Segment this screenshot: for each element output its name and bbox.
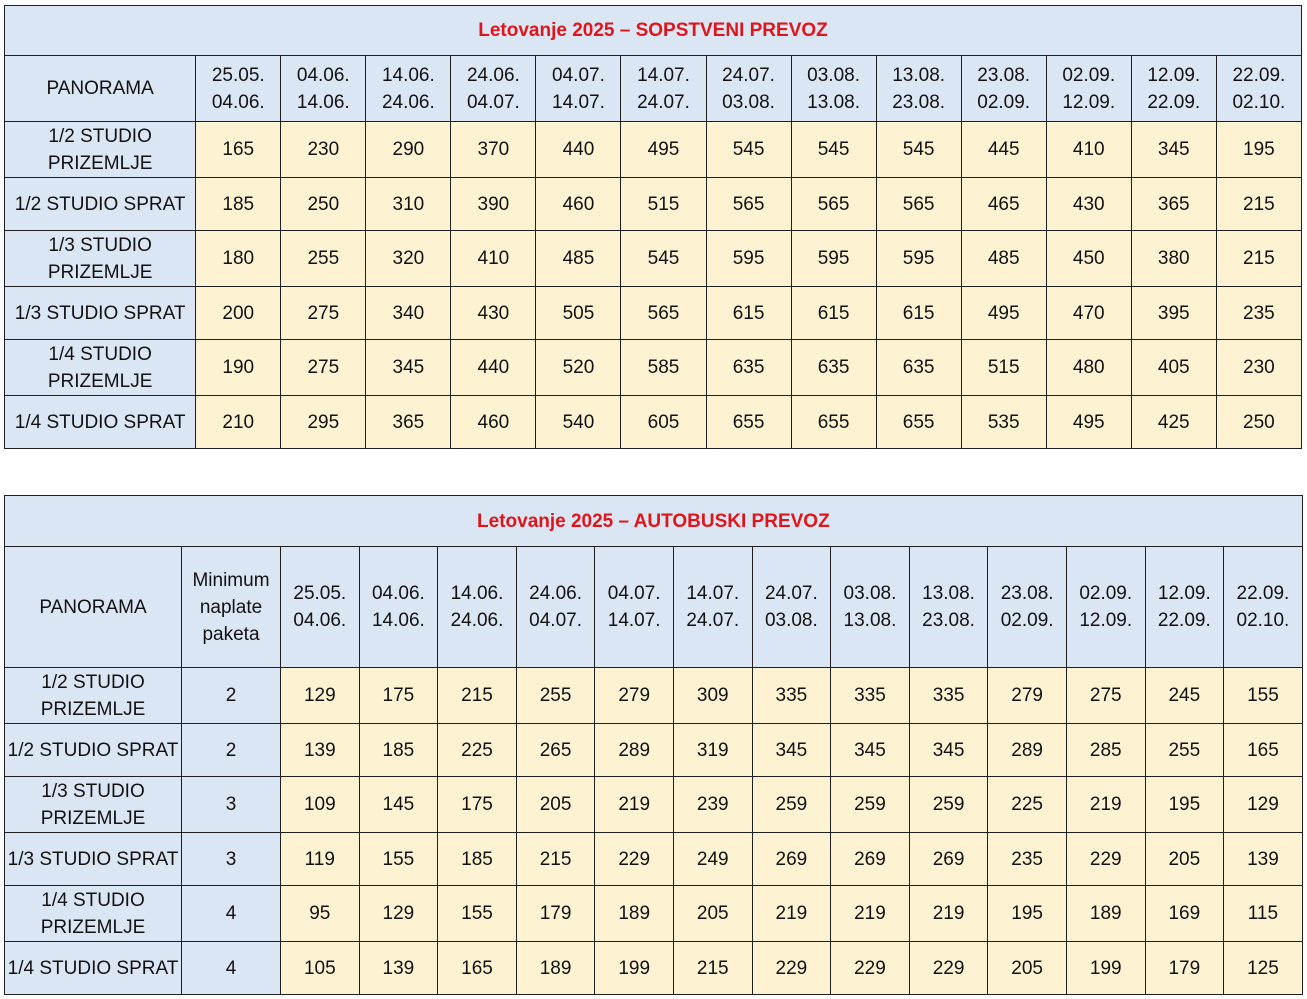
room-type-line: 1/3 STUDIO SPRAT <box>14 302 186 324</box>
price-cell: 259 <box>752 777 831 833</box>
period-header <box>438 547 517 668</box>
room-type-line: 1/3 STUDIO <box>41 780 145 802</box>
price-cell: 595 <box>791 231 876 287</box>
price-cell: 345 <box>1131 122 1216 178</box>
period-date: 24.07. <box>686 610 740 631</box>
price-cell: 139 <box>281 724 360 777</box>
room-type-line: 1/3 STUDIO <box>48 234 152 256</box>
price-cell: 345 <box>752 724 831 777</box>
price-cell: 565 <box>791 178 876 231</box>
price-cell: 165 <box>196 122 281 178</box>
period-date: 03.08. <box>764 610 818 631</box>
period-date: 12.09. <box>1147 64 1201 86</box>
period-header <box>621 56 706 122</box>
price-cell: 615 <box>706 287 791 340</box>
period-header <box>1145 547 1224 668</box>
price-cell: 190 <box>196 340 281 396</box>
price-cell: 275 <box>281 287 366 340</box>
price-cell: 219 <box>909 886 988 942</box>
price-cell: 250 <box>281 178 366 231</box>
room-type-line: PRIZEMLJE <box>47 152 153 174</box>
price-cell: 345 <box>909 724 988 777</box>
price-cell: 269 <box>831 833 910 886</box>
period-header <box>961 56 1046 122</box>
price-cell: 129 <box>1224 777 1303 833</box>
price-cell: 540 <box>536 396 621 449</box>
price-cell: 269 <box>752 833 831 886</box>
price-cell: 345 <box>831 724 910 777</box>
price-cell: 195 <box>1216 122 1301 178</box>
period-date: 02.09. <box>1062 64 1116 86</box>
price-cell: 250 <box>1216 396 1301 449</box>
price-cell: 615 <box>876 287 961 340</box>
period-date: 12.09. <box>1079 610 1133 631</box>
price-cell: 655 <box>706 396 791 449</box>
price-cell: 139 <box>359 942 438 995</box>
price-cell: 189 <box>516 942 595 995</box>
price-cell: 275 <box>1066 668 1145 724</box>
period-date: 14.07. <box>637 64 690 86</box>
price-cell: 520 <box>536 340 621 396</box>
price-cell: 545 <box>876 122 961 178</box>
price-table-bus-transport <box>4 495 1303 995</box>
price-cell: 109 <box>281 777 360 833</box>
table-title <box>5 496 1303 547</box>
period-date: 02.10. <box>1232 91 1286 113</box>
period-date: 14.07. <box>686 583 740 604</box>
period-header <box>516 547 595 668</box>
minimum-persons-cell: 3 <box>182 833 281 886</box>
period-date: 24.06. <box>450 610 504 631</box>
period-date: 24.07. <box>722 64 775 86</box>
price-cell: 185 <box>438 833 517 886</box>
period-header <box>196 56 281 122</box>
price-cell: 460 <box>536 178 621 231</box>
period-date: 22.09. <box>1236 583 1290 604</box>
price-cell: 189 <box>595 886 674 942</box>
price-cell: 219 <box>595 777 674 833</box>
price-cell: 545 <box>791 122 876 178</box>
room-type-label <box>5 886 182 942</box>
room-type-label <box>5 287 196 340</box>
period-date: 03.08. <box>722 91 775 113</box>
price-cell: 345 <box>366 340 451 396</box>
room-type-line: PRIZEMLJE <box>40 916 146 938</box>
period-date: 02.09. <box>1000 610 1054 631</box>
price-cell: 495 <box>961 287 1046 340</box>
price-cell: 289 <box>988 724 1067 777</box>
corner-header <box>5 56 196 122</box>
period-date: 23.08. <box>1000 583 1054 604</box>
room-type-line: 1/2 STUDIO SPRAT <box>7 739 179 761</box>
price-cell: 275 <box>281 340 366 396</box>
table-title-text: Letovanje 2025 – AUTOBUSKI PREVOZ <box>477 510 830 532</box>
table-row <box>5 724 1303 777</box>
price-cell: 125 <box>1224 942 1303 995</box>
room-type-line: 1/4 STUDIO <box>48 343 152 365</box>
period-date: 23.08. <box>922 610 975 631</box>
price-cell: 310 <box>366 178 451 231</box>
price-cell: 235 <box>1216 287 1301 340</box>
period-header <box>1066 547 1145 668</box>
price-cell: 229 <box>595 833 674 886</box>
price-cell: 335 <box>831 668 910 724</box>
period-date: 22.09. <box>1232 64 1286 86</box>
table-row <box>5 833 1303 886</box>
price-cell: 635 <box>876 340 961 396</box>
price-cell: 205 <box>516 777 595 833</box>
minimum-header-line: Minimum <box>192 569 270 591</box>
price-cell: 155 <box>359 833 438 886</box>
period-date: 12.09. <box>1062 91 1116 113</box>
table-row <box>5 396 1302 449</box>
price-cell: 485 <box>961 231 1046 287</box>
period-date: 04.07. <box>466 91 520 113</box>
corner-header-text: PANORAMA <box>46 78 154 99</box>
price-cell: 635 <box>706 340 791 396</box>
period-header <box>281 547 360 668</box>
price-cell: 430 <box>1046 178 1131 231</box>
period-header <box>536 56 621 122</box>
price-cell: 215 <box>1216 231 1301 287</box>
price-cell: 155 <box>1224 668 1303 724</box>
price-table-own-transport <box>4 5 1302 449</box>
table-row <box>5 777 1303 833</box>
period-date: 14.07. <box>552 91 605 113</box>
price-cell: 505 <box>536 287 621 340</box>
price-cell: 545 <box>621 231 706 287</box>
price-cell: 205 <box>673 886 752 942</box>
table-row <box>5 668 1303 724</box>
minimum-persons-cell: 4 <box>182 942 281 995</box>
price-cell: 445 <box>961 122 1046 178</box>
period-date: 22.09. <box>1147 91 1201 113</box>
price-cell: 225 <box>438 724 517 777</box>
period-header <box>281 56 366 122</box>
price-cell: 169 <box>1145 886 1224 942</box>
price-cell: 215 <box>673 942 752 995</box>
period-date: 04.06. <box>296 64 350 86</box>
price-cell: 255 <box>516 668 595 724</box>
period-date: 13.08. <box>922 583 975 604</box>
price-cell: 279 <box>595 668 674 724</box>
table-row <box>5 287 1302 340</box>
price-cell: 219 <box>1066 777 1145 833</box>
period-date: 13.08. <box>843 610 897 631</box>
price-cell: 235 <box>988 833 1067 886</box>
period-header <box>909 547 988 668</box>
minimum-persons-cell: 2 <box>182 668 281 724</box>
price-cell: 205 <box>988 942 1067 995</box>
price-cell: 205 <box>1145 833 1224 886</box>
period-date: 02.10. <box>1236 610 1290 631</box>
price-cell: 535 <box>961 396 1046 449</box>
room-type-line: PRIZEMLJE <box>40 698 146 720</box>
room-type-label <box>5 122 196 178</box>
price-cell: 225 <box>988 777 1067 833</box>
period-date: 22.09. <box>1157 610 1211 631</box>
period-header <box>359 547 438 668</box>
period-date: 24.07. <box>637 91 690 113</box>
room-type-line: 1/4 STUDIO SPRAT <box>14 411 186 433</box>
period-date: 04.07. <box>529 610 582 631</box>
room-type-label <box>5 942 182 995</box>
period-date: 04.06. <box>293 610 347 631</box>
period-header <box>752 547 831 668</box>
period-date: 04.07. <box>552 64 605 86</box>
room-type-line: PRIZEMLJE <box>47 370 153 392</box>
price-cell: 219 <box>752 886 831 942</box>
price-cell: 655 <box>791 396 876 449</box>
price-cell: 545 <box>706 122 791 178</box>
period-header <box>831 547 910 668</box>
price-cell: 189 <box>1066 886 1145 942</box>
price-cell: 179 <box>516 886 595 942</box>
price-cell: 215 <box>438 668 517 724</box>
table-row <box>5 231 1302 287</box>
price-cell: 595 <box>876 231 961 287</box>
room-type-label <box>5 178 196 231</box>
price-cell: 390 <box>451 178 536 231</box>
price-cell: 470 <box>1046 287 1131 340</box>
price-cell: 410 <box>1046 122 1131 178</box>
price-cell: 145 <box>359 777 438 833</box>
price-cell: 230 <box>1216 340 1301 396</box>
price-cell: 340 <box>366 287 451 340</box>
room-type-line: 1/3 STUDIO SPRAT <box>7 848 179 870</box>
price-cell: 229 <box>831 942 910 995</box>
room-type-line: PRIZEMLJE <box>40 807 146 829</box>
price-cell: 565 <box>876 178 961 231</box>
price-cell: 450 <box>1046 231 1131 287</box>
price-cell: 290 <box>366 122 451 178</box>
period-header <box>366 56 451 122</box>
price-cell: 515 <box>621 178 706 231</box>
price-cell: 259 <box>909 777 988 833</box>
price-cell: 460 <box>451 396 536 449</box>
price-cell: 229 <box>752 942 831 995</box>
price-cell: 200 <box>196 287 281 340</box>
period-date: 02.09. <box>977 91 1031 113</box>
period-header <box>451 56 536 122</box>
minimum-header-line: naplate <box>199 596 263 618</box>
corner-header-text: PANORAMA <box>39 596 147 618</box>
period-header <box>595 547 674 668</box>
period-date: 23.08. <box>977 64 1031 86</box>
period-date: 14.06. <box>450 583 504 604</box>
period-date: 24.06. <box>381 91 435 113</box>
price-cell: 210 <box>196 396 281 449</box>
price-cell: 239 <box>673 777 752 833</box>
period-date: 04.06. <box>371 583 425 604</box>
room-type-label <box>5 777 182 833</box>
price-cell: 269 <box>909 833 988 886</box>
price-cell: 115 <box>1224 886 1303 942</box>
period-header <box>673 547 752 668</box>
price-cell: 655 <box>876 396 961 449</box>
period-header <box>988 547 1067 668</box>
period-date: 04.07. <box>607 583 661 604</box>
price-cell: 229 <box>909 942 988 995</box>
room-type-line: 1/4 STUDIO <box>41 889 145 911</box>
price-cell: 185 <box>196 178 281 231</box>
price-cell: 440 <box>451 340 536 396</box>
price-cell: 245 <box>1145 668 1224 724</box>
price-cell: 295 <box>281 396 366 449</box>
price-cell: 255 <box>281 231 366 287</box>
price-cell: 309 <box>673 668 752 724</box>
price-cell: 320 <box>366 231 451 287</box>
period-date: 03.08. <box>807 64 860 86</box>
table-row <box>5 178 1302 231</box>
period-date: 04.06. <box>211 91 265 113</box>
room-type-line: 1/4 STUDIO SPRAT <box>7 957 179 979</box>
room-type-label <box>5 668 182 724</box>
period-date: 23.08. <box>892 91 946 113</box>
period-header <box>1224 547 1303 668</box>
price-cell: 380 <box>1131 231 1216 287</box>
price-cell: 229 <box>1066 833 1145 886</box>
price-cell: 139 <box>1224 833 1303 886</box>
minimum-persons-cell: 3 <box>182 777 281 833</box>
price-cell: 155 <box>438 886 517 942</box>
price-cell: 585 <box>621 340 706 396</box>
room-type-label <box>5 724 182 777</box>
period-header <box>1046 56 1131 122</box>
period-date: 14.06. <box>381 64 435 86</box>
price-cell: 175 <box>359 668 438 724</box>
price-cell: 219 <box>831 886 910 942</box>
price-cell: 370 <box>451 122 536 178</box>
period-header <box>1131 56 1216 122</box>
period-header <box>876 56 961 122</box>
price-cell: 565 <box>706 178 791 231</box>
period-date: 02.09. <box>1079 583 1133 604</box>
price-cell: 565 <box>621 287 706 340</box>
price-cell: 410 <box>451 231 536 287</box>
price-cell: 129 <box>281 668 360 724</box>
price-cell: 319 <box>673 724 752 777</box>
minimum-persons-cell: 4 <box>182 886 281 942</box>
minimum-persons-cell: 2 <box>182 724 281 777</box>
period-header <box>1216 56 1301 122</box>
room-type-line: 1/2 STUDIO SPRAT <box>14 193 186 215</box>
price-cell: 515 <box>961 340 1046 396</box>
price-cell: 195 <box>1145 777 1224 833</box>
table-row <box>5 340 1302 396</box>
price-cell: 179 <box>1145 942 1224 995</box>
price-cell: 395 <box>1131 287 1216 340</box>
price-cell: 285 <box>1066 724 1145 777</box>
room-type-line: PRIZEMLJE <box>47 261 153 283</box>
price-cell: 440 <box>536 122 621 178</box>
period-date: 13.08. <box>807 91 860 113</box>
price-cell: 430 <box>451 287 536 340</box>
table-row <box>5 942 1303 995</box>
price-cell: 335 <box>909 668 988 724</box>
table-title <box>5 6 1302 56</box>
price-cell: 289 <box>595 724 674 777</box>
room-type-line: 1/2 STUDIO <box>48 125 152 147</box>
price-cell: 199 <box>1066 942 1145 995</box>
room-type-line: 1/2 STUDIO <box>41 671 145 693</box>
period-date: 24.07. <box>764 583 818 604</box>
period-date: 25.05. <box>293 583 347 604</box>
room-type-label <box>5 833 182 886</box>
price-cell: 199 <box>595 942 674 995</box>
price-cell: 230 <box>281 122 366 178</box>
price-cell: 195 <box>988 886 1067 942</box>
price-cell: 635 <box>791 340 876 396</box>
price-cell: 180 <box>196 231 281 287</box>
price-cell: 129 <box>359 886 438 942</box>
price-cell: 215 <box>1216 178 1301 231</box>
price-cell: 485 <box>536 231 621 287</box>
price-cell: 185 <box>359 724 438 777</box>
period-date: 03.08. <box>843 583 897 604</box>
price-cell: 405 <box>1131 340 1216 396</box>
period-date: 14.06. <box>371 610 425 631</box>
period-date: 13.08. <box>892 64 946 86</box>
price-cell: 465 <box>961 178 1046 231</box>
price-cell: 265 <box>516 724 595 777</box>
room-type-label <box>5 340 196 396</box>
period-date: 14.07. <box>607 610 661 631</box>
table-row <box>5 122 1302 178</box>
price-cell: 365 <box>366 396 451 449</box>
price-cell: 480 <box>1046 340 1131 396</box>
price-cell: 249 <box>673 833 752 886</box>
price-cell: 335 <box>752 668 831 724</box>
price-cell: 215 <box>516 833 595 886</box>
price-cell: 119 <box>281 833 360 886</box>
table-title-text: Letovanje 2025 – SOPSTVENI PREVOZ <box>478 20 828 41</box>
price-cell: 259 <box>831 777 910 833</box>
table-row <box>5 886 1303 942</box>
period-date: 12.09. <box>1157 583 1211 604</box>
price-cell: 365 <box>1131 178 1216 231</box>
price-cell: 595 <box>706 231 791 287</box>
price-cell: 495 <box>621 122 706 178</box>
price-cell: 495 <box>1046 396 1131 449</box>
price-cell: 105 <box>281 942 360 995</box>
corner-header <box>5 547 182 668</box>
price-cell: 605 <box>621 396 706 449</box>
period-header <box>791 56 876 122</box>
room-type-label <box>5 396 196 449</box>
room-type-label <box>5 231 196 287</box>
price-cell: 425 <box>1131 396 1216 449</box>
price-cell: 175 <box>438 777 517 833</box>
period-date: 25.05. <box>211 64 265 86</box>
price-cell: 95 <box>281 886 360 942</box>
period-date: 14.06. <box>296 91 350 113</box>
period-date: 24.06. <box>529 583 582 604</box>
price-cell: 165 <box>438 942 517 995</box>
period-date: 24.06. <box>466 64 520 86</box>
price-cell: 165 <box>1224 724 1303 777</box>
price-cell: 279 <box>988 668 1067 724</box>
price-cell: 255 <box>1145 724 1224 777</box>
price-cell: 615 <box>791 287 876 340</box>
minimum-header <box>182 547 281 668</box>
minimum-header-line: paketa <box>202 623 260 645</box>
period-header <box>706 56 791 122</box>
